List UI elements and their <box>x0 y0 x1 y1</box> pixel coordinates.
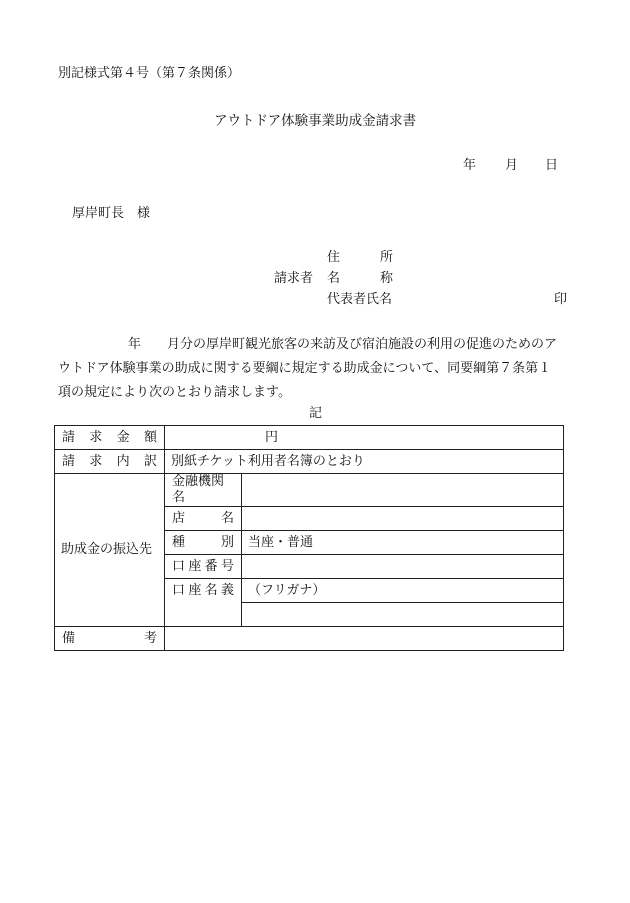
remarks-row <box>55 627 564 651</box>
document-title: アウトドア体験事業助成金請求書 <box>214 113 417 129</box>
claim-details-label: 請 求 内 訳 <box>55 450 165 474</box>
name-label-2: 称 <box>380 271 394 286</box>
account-name-field[interactable] <box>242 603 564 627</box>
bank-name-field[interactable] <box>242 474 564 507</box>
account-type-label: 種 別 <box>165 531 242 555</box>
seal-mark: 印 <box>554 292 568 307</box>
account-number-field[interactable] <box>242 555 564 579</box>
name-label-1: 名 <box>327 271 341 286</box>
date-day-label: 日 <box>545 158 559 173</box>
claim-amount-field[interactable] <box>165 426 564 450</box>
bank-name-label: 金融機関名 <box>165 474 242 507</box>
furigana-label: （フリガナ） <box>248 582 326 598</box>
transfer-destination-label: 助成金の振込先 <box>55 474 165 627</box>
address-label-2: 所 <box>380 250 394 265</box>
request-table <box>54 425 564 651</box>
date-month-label: 月 <box>505 158 519 173</box>
yen-label: 円 <box>265 429 279 445</box>
branch-field[interactable] <box>242 507 564 531</box>
date-year-label: 年 <box>463 158 477 173</box>
claim-details-value: 別紙チケット利用者名簿のとおり <box>165 450 564 474</box>
ki-mark: 記 <box>309 406 323 421</box>
form-number: 別記様式第４号（第７条関係） <box>58 66 241 81</box>
requester-label: 請求者 <box>274 271 314 286</box>
account-name-label: 口 座 名 義 <box>165 579 242 627</box>
branch-label: 店 名 <box>165 507 242 531</box>
remarks-label: 備 考 <box>55 627 165 651</box>
address-label-1: 住 <box>327 250 341 265</box>
remarks-field[interactable] <box>165 627 564 651</box>
account-type-field[interactable]: 当座・普通 <box>242 531 564 555</box>
body-line-2: ウトドア体験事業の助成に関する要綱に規定する助成金について、同要綱第７条第１ <box>58 361 552 376</box>
bank-name-row <box>55 474 564 507</box>
body-line-1: 年 月分の厚岸町観光旅客の来訪及び宿泊施設の利用の促進のためのア <box>128 337 558 352</box>
addressee: 厚岸町長 様 <box>72 206 151 221</box>
account-number-label: 口 座 番 号 <box>165 555 242 579</box>
claim-details-row <box>55 450 564 474</box>
claim-amount-label: 請 求 金 額 <box>55 426 165 450</box>
body-line-3: 項の規定により次のとおり請求します。 <box>58 385 291 400</box>
furigana-field[interactable] <box>242 579 564 603</box>
claim-amount-row <box>55 426 564 450</box>
representative-label: 代表者氏名 <box>327 292 393 307</box>
